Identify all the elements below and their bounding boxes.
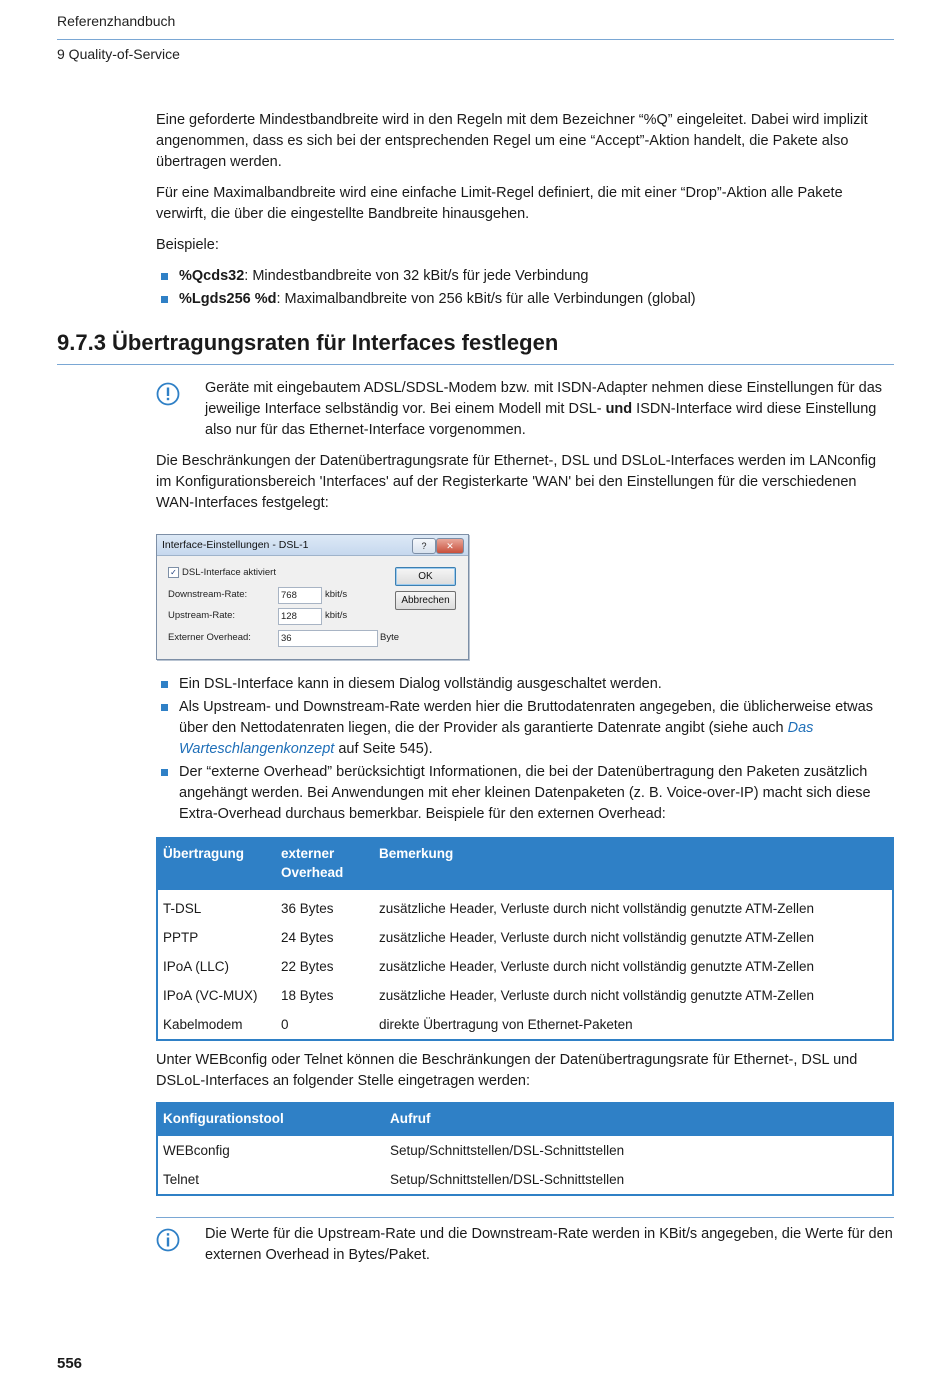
table-cell: 36 Bytes — [281, 901, 334, 916]
lanconfig-paragraph: Die Beschränkungen der Datenübertragungsrate für Ethernet-, DSL und DSLoL-Interfaces werden im LANconfig im Konfigurationsbereich 'Interfaces' auf der Registerkarte 'WAN' bei den Einstellungen für die verschiedenen WAN-Interfaces festgelegt: — [156, 453, 877, 511]
info-note-text: Die Werte für die Upstream-Rate und die Downstream-Rate werden in KBit/s angegeben, die Werte für den externen Overhead in Bytes/Paket. — [205, 1226, 893, 1263]
intro-paragraph-1: Eine geforderte Mindestbandbreite wird in den Regeln mit dem Bezeichner “%Q” eingeleitet. Dabei wird implizit angenommen, dass es sich bei der entsprechenden Regel um eine “Accept”-Aktion handelt, die Pakete also übertragen werden. — [156, 112, 868, 170]
table-cell: WEBconfig — [163, 1143, 230, 1158]
bullet-square-icon — [161, 273, 168, 280]
bullet-text: auf Seite 545). — [334, 741, 433, 757]
overhead-label: Externer Overhead: — [168, 632, 251, 643]
dsl-interface-checkbox[interactable]: ✓ — [168, 567, 179, 578]
bullet-square-icon — [161, 769, 168, 776]
table-cell: 18 Bytes — [281, 988, 334, 1003]
table-row — [157, 890, 893, 923]
running-header-chapter: 9 Quality-of-Service — [57, 46, 180, 62]
list-item — [156, 762, 894, 825]
list-item — [156, 697, 894, 760]
intro-block — [156, 110, 894, 312]
example-code: %Lgds256 %d — [179, 291, 277, 307]
running-header-title: Referenzhandbuch — [57, 13, 176, 29]
table-cell: zusätzliche Header, Verluste durch nicht vollständig genutzte ATM-Zellen — [379, 959, 814, 974]
config-table — [156, 1102, 894, 1196]
info-circle-icon — [156, 1228, 180, 1252]
column-header: externer Overhead — [276, 837, 374, 890]
overhead-table — [156, 837, 894, 1041]
example-code: %Qcds32 — [179, 268, 245, 284]
webconfig-paragraph: Unter WEBconfig oder Telnet können die Beschränkungen der Datenübertragungsrate für Ethernet-, DSL und DSLoL-Interfaces an folgender Stelle eingetragen werden: — [156, 1052, 858, 1089]
list-item — [156, 266, 894, 287]
table-cell: Setup/Schnittstellen/DSL-Schnittstellen — [390, 1172, 625, 1187]
note-text-bold: und — [605, 401, 633, 417]
table-cell: 22 Bytes — [281, 959, 334, 974]
table-cell: zusätzliche Header, Verluste durch nicht vollständig genutzte ATM-Zellen — [379, 930, 814, 945]
section-heading: 9.7.3 Übertragungsraten für Interfaces festlegen — [57, 330, 894, 365]
header-divider — [57, 39, 894, 40]
dsl-interface-checkbox-row[interactable] — [168, 567, 276, 578]
cross-reference-link[interactable]: Das Warteschlangenkonzept — [179, 720, 814, 757]
table-cell: Telnet — [163, 1172, 200, 1187]
column-header: Bemerkung — [374, 837, 893, 890]
info-note — [156, 1217, 894, 1266]
help-button[interactable]: ? — [412, 538, 436, 554]
column-header: Konfigurationstool — [157, 1102, 385, 1136]
external-overhead-input[interactable]: 36 — [278, 630, 378, 647]
intro-paragraph-2: Für eine Maximalbandbreite wird eine einfache Limit-Regel definiert, die mit einer “Drop”-Aktion alle Pakete verwirft, die über die eingestellte Bandbreite hinausgehen. — [156, 185, 843, 222]
downstream-rate-input[interactable]: 768 — [278, 587, 322, 604]
table-cell: T-DSL — [163, 901, 202, 916]
examples-list — [156, 266, 894, 310]
table-cell: Setup/Schnittstellen/DSL-Schnittstellen — [390, 1143, 625, 1158]
bullet-text: Als Upstream- und Downstream-Rate werden hier die Bruttodatenraten angegeben, die üblicherweise etwas über den Nettodatenraten liegen, die der Provider als garantierte Datenrate angibt (siehe auch — [179, 699, 873, 736]
list-item — [156, 289, 894, 310]
downstream-label: Downstream-Rate: — [168, 589, 248, 600]
bullet-text: Ein DSL-Interface kann in diesem Dialog vollständig ausgeschaltet werden. — [179, 676, 662, 692]
note-text-part: ISDN-Interface wird diese Einstellung also nur für das Ethernet-Interface vorgenommen. — [205, 401, 877, 438]
column-header: Aufruf — [385, 1102, 893, 1136]
dialog-explanation-block — [156, 674, 894, 827]
table-cell: zusätzliche Header, Verluste durch nicht vollständig genutzte ATM-Zellen — [379, 901, 814, 916]
dialog-titlebar — [157, 535, 468, 556]
table-cell: direkte Übertragung von Ethernet-Paketen — [379, 1017, 633, 1032]
table-row — [157, 1010, 893, 1040]
bullet-square-icon — [161, 704, 168, 711]
page-number: 556 — [57, 1355, 83, 1372]
upstream-label: Upstream-Rate: — [168, 610, 236, 621]
table-cell: IPoA (LLC) — [163, 959, 230, 974]
column-header: Übertragung — [157, 837, 276, 890]
table-row — [157, 1165, 893, 1195]
cancel-button[interactable]: Abbrechen — [395, 591, 456, 610]
upstream-rate-input[interactable]: 128 — [278, 608, 322, 625]
note-text-part: Geräte mit eingebautem ADSL/SDSL-Modem bzw. mit ISDN-Adapter nehmen diese Einstellungen für das jeweilige Interface selbständig vor. Bei einem Modell mit DSL- — [205, 380, 883, 417]
bullet-square-icon — [161, 296, 168, 303]
table-header-row — [157, 1102, 893, 1136]
downstream-unit: kbit/s — [325, 589, 348, 600]
table-row — [157, 923, 893, 952]
checkbox-label: DSL-Interface aktiviert — [182, 567, 276, 579]
table-cell: Kabelmodem — [163, 1017, 243, 1032]
example-text: : Maximalbandbreite von 256 kBit/s für alle Verbindungen (global) — [276, 291, 696, 307]
bullet-square-icon — [161, 681, 168, 688]
bullet-text: Der “externe Overhead” berücksichtigt Informationen, die bei der Datenübertragung den Paketen zusätzlich angehängt werden. Bei Anwendungen mit eher kleinen Datenpaketen (z. B. Voice-over-IP) macht sich diese Extra-Overhead durchaus bemerkbar. Beispiele für den externen Overhead: — [179, 764, 871, 822]
warning-note-text — [205, 378, 894, 441]
dialog-title: Interface-Einstellungen - DSL-1 — [162, 539, 309, 551]
table-row — [157, 1136, 893, 1165]
explanation-list — [156, 674, 894, 825]
overhead-unit: Byte — [380, 632, 400, 643]
example-text: : Mindestbandbreite von 32 kBit/s für jede Verbindung — [244, 268, 589, 284]
table-cell: 24 Bytes — [281, 930, 334, 945]
ok-button[interactable]: OK — [395, 567, 456, 586]
interface-settings-dialog — [156, 534, 469, 660]
upstream-unit: kbit/s — [325, 610, 348, 621]
warning-note — [156, 378, 894, 441]
list-item — [156, 674, 894, 695]
close-button[interactable]: ✕ — [436, 538, 464, 554]
table-cell: 0 — [281, 1017, 289, 1032]
table-header-row — [157, 837, 893, 890]
intro-paragraph-3: Beispiele: — [156, 237, 219, 253]
table-row — [157, 952, 893, 981]
table-cell: zusätzliche Header, Verluste durch nicht vollständig genutzte ATM-Zellen — [379, 988, 814, 1003]
table-row — [157, 981, 893, 1010]
table-cell: IPoA (VC-MUX) — [163, 988, 258, 1003]
table-cell: PPTP — [163, 930, 199, 945]
exclamation-circle-icon — [156, 382, 180, 406]
